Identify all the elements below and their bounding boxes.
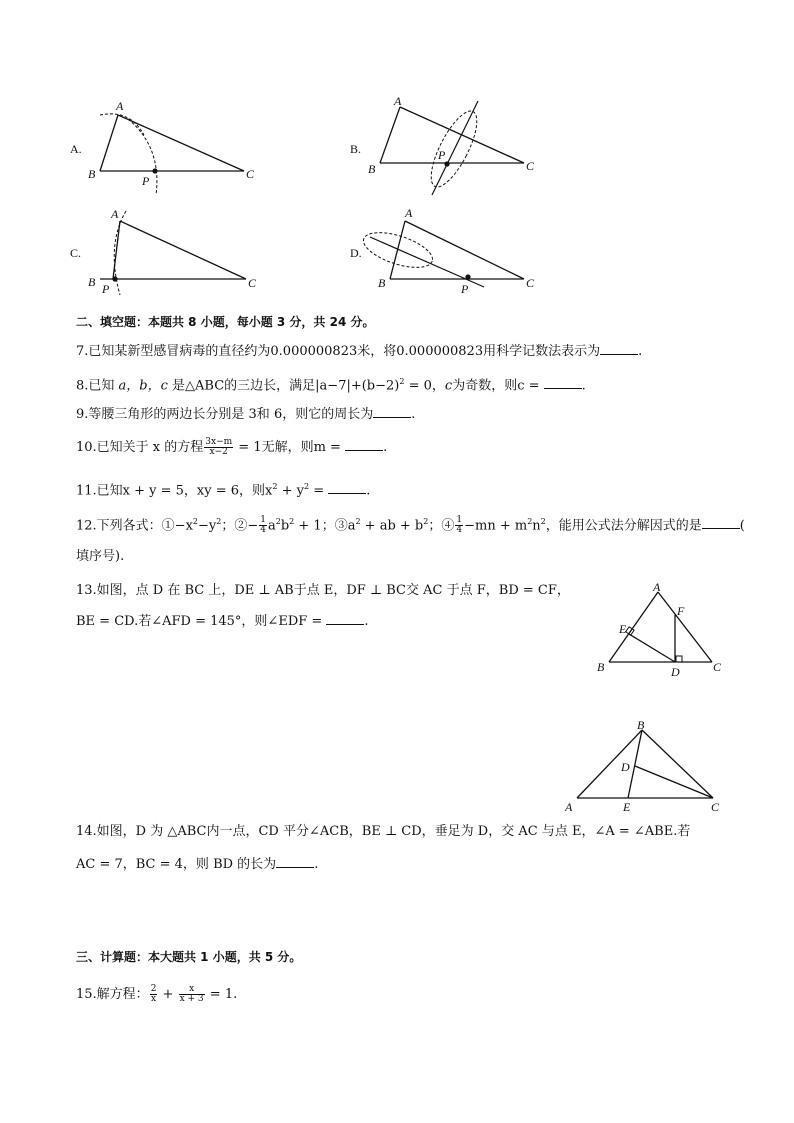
- option-label: A.: [70, 142, 82, 156]
- label-a: A: [653, 580, 661, 594]
- question-13-line2: BE = CD.若∠AFD = 145°，则∠EDF = .: [76, 614, 369, 629]
- answer-blank[interactable]: [326, 612, 364, 625]
- label-p: P: [142, 174, 150, 188]
- question-13: 13.如图，点 D 在 BC 上，DE ⊥ AB于点 E，DF ⊥ BC交 AC 于点 F，BD = CF，: [76, 583, 570, 598]
- option-label: D.: [350, 246, 362, 260]
- option-d-figure: [350, 205, 550, 305]
- option-b-figure: [350, 95, 550, 205]
- answer-blank[interactable]: [276, 855, 314, 868]
- label-c: C: [526, 276, 535, 290]
- point-p: [112, 276, 117, 281]
- label-b: B: [88, 275, 96, 289]
- question-7: 7.已知某新型感冒病毒的直径约为0.000000823米，将0.000000823用科学记数法表示为 .: [76, 344, 643, 359]
- segment-ac: [405, 221, 524, 279]
- label-d: D: [621, 760, 630, 774]
- question-14: 14.如图，D 为 △ABC内一点，CD 平分∠ACB，BE ⊥ CD，垂足为 D，交 AC 与点 E，∠A = ∠ABE.若: [76, 824, 691, 839]
- label-b: B: [637, 718, 645, 732]
- label-p: P: [461, 282, 469, 296]
- label-d: D: [671, 665, 680, 679]
- label-c: C: [526, 159, 535, 173]
- label-b: B: [368, 162, 376, 176]
- figure-14: [565, 716, 730, 816]
- label-c: C: [713, 660, 722, 674]
- label-f: F: [677, 604, 685, 618]
- answer-blank[interactable]: [373, 405, 411, 418]
- answer-blank[interactable]: [702, 516, 740, 529]
- question-12: 12.下列各式：$①-x^2-y^2$；②− $\frac{1}{4}$ $a^2b^2 + 1$；$③a^2$ + ab + $b^2$；④ $\frac{1}{4}$ $-mn + m^2n^2$，能用公式法分解因式的是 (: [76, 515, 745, 536]
- point-p: [465, 274, 470, 279]
- option-label: C.: [70, 246, 82, 260]
- fraction: $\frac{2}{x}$: [150, 984, 157, 1004]
- fraction: $\frac{1}{4}$: [456, 515, 463, 536]
- answer-blank[interactable]: [328, 481, 366, 494]
- option-c-figure: [70, 205, 270, 305]
- question-11: 11.已知x + y = 5，xy = 6，则$x^2 + y^2$ = .: [76, 482, 371, 499]
- question-12-line2: 填序号).: [76, 549, 125, 564]
- label-a: A: [116, 99, 124, 113]
- fraction: $\frac{3x-m}{x-2}$: [205, 437, 233, 457]
- segment-ab: [100, 115, 118, 171]
- option-label: B.: [350, 142, 362, 156]
- label-p: P: [438, 148, 446, 162]
- question-10: 10.已知关于 x 的方程 $\frac{3x-m}{x-2}$ = 1无解，则m = .: [76, 437, 388, 457]
- figure-13: [595, 580, 725, 680]
- section-heading: 二、填空题：本题共 8 小题，每小题 3 分，共 24 分。: [76, 315, 375, 329]
- label-p: P: [102, 282, 110, 296]
- fraction: $\frac{x}{x + 3}$: [179, 984, 204, 1004]
- label-b: B: [88, 167, 96, 181]
- segment-ab: [390, 221, 405, 279]
- label-c: C: [248, 276, 257, 290]
- label-e: E: [619, 622, 627, 636]
- fraction: $\frac{1}{4}$: [260, 515, 266, 536]
- label-a: A: [565, 800, 573, 814]
- segment-ab: [380, 107, 400, 163]
- segment-ac: [118, 115, 244, 171]
- question-15: 15.解方程： $\frac{2}{x}$ + $\frac{x}{x + 3}$ = 1.: [76, 984, 238, 1004]
- answer-blank[interactable]: [544, 376, 582, 389]
- segment-ac: [120, 221, 246, 279]
- label-b: B: [597, 660, 605, 674]
- question-14-line2: AC = 7，BC = 4，则 BD 的长为 .: [76, 857, 319, 872]
- label-c: C: [711, 800, 720, 814]
- label-a: A: [394, 94, 402, 108]
- label-e: E: [623, 800, 631, 814]
- answer-blank[interactable]: [600, 342, 638, 355]
- label-c: C: [246, 167, 255, 181]
- label-a: A: [405, 206, 413, 220]
- answer-blank[interactable]: [345, 438, 383, 451]
- section-heading: 三、计算题：本大题共 1 小题，共 5 分。: [76, 950, 302, 964]
- label-b: B: [378, 276, 386, 290]
- label-a: A: [111, 207, 119, 221]
- point-p: [152, 168, 157, 173]
- option-a-figure: [70, 95, 270, 195]
- question-9: 9.等腰三角形的两边长分别是 3和 6，则它的周长为 .: [76, 407, 416, 422]
- point-p: [444, 161, 449, 166]
- question-8: 8.已知 a，b，c 是△ABC的三边长，满足$|a-7|+(b-2)^2 = 0$，c为奇数，则c = .: [76, 377, 586, 394]
